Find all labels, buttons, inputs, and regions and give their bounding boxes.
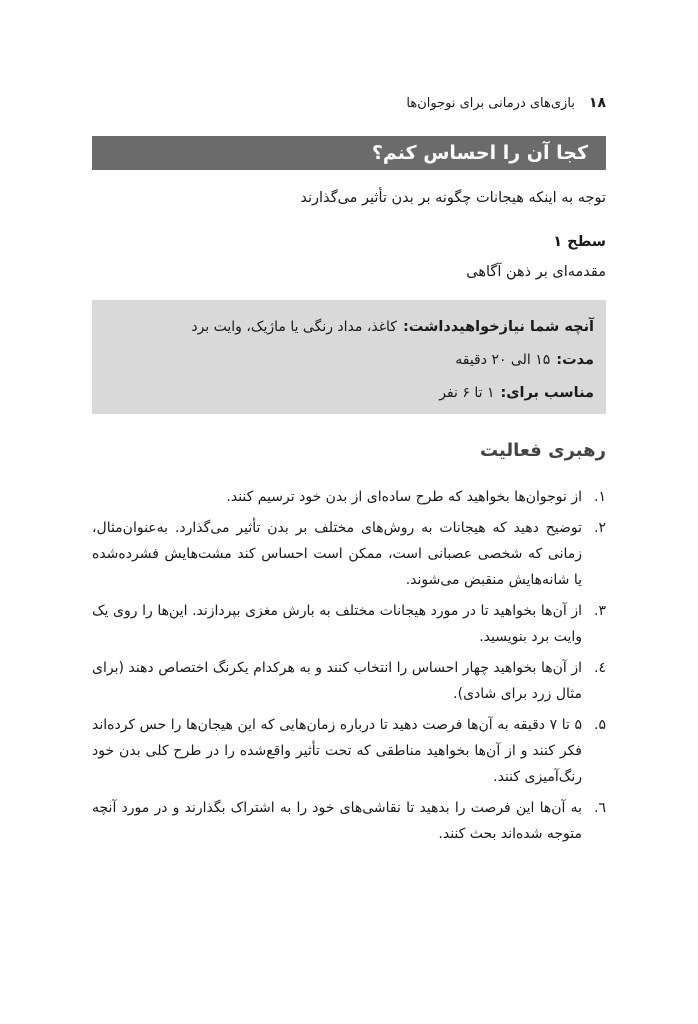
step-number: ٦. — [594, 800, 606, 816]
page-number: ۱۸ — [588, 95, 606, 111]
step-text: به آن‌ها این فرصت را بدهید تا نقاشی‌های خود را به اشتراک بگذارند و در مورد آنچه متوجه شده‌اند بحث کنند. — [92, 800, 582, 842]
book-title: بازی‌های درمانی برای نوجوان‌ها — [406, 95, 575, 111]
step-number: ٤. — [594, 660, 606, 676]
step-text: از آن‌ها بخواهید تا در مورد هیجانات مختلف به بارش مغزی بپردازند. این‌ها را روی یک وایت برد بنویسید. — [92, 603, 582, 645]
step-number: ۳. — [594, 603, 606, 619]
page-header — [92, 92, 606, 114]
step-text: توضیح دهید که هیجانات به روش‌های مختلف بر بدن تأثیر می‌گذارد. به‌عنوان‌مثال، زمانی که شخصی عصبانی است، ممکن است احساس کند مشت‌هایش فشرده‌شده یا شانه‌هایش منقبض می‌شوند. — [92, 520, 582, 588]
step-item — [92, 795, 606, 847]
step-text: از آن‌ها بخواهید چهار احساس را انتخاب کنند و به هرکدام یکرنگ اختصاص دهند (برای مثال زرد برای شادی). — [92, 660, 582, 702]
needs-label: آنچه شما نیازخواهیدداشت: — [402, 318, 594, 335]
info-row-suitable — [104, 376, 594, 409]
step-item — [92, 598, 606, 650]
step-item — [92, 655, 606, 707]
activity-title: رهبری فعالیت — [479, 440, 606, 461]
info-row-needs — [104, 310, 594, 343]
step-item — [92, 515, 606, 593]
step-item — [92, 712, 606, 790]
level-subtitle: مقدمه‌ای بر ذهن آگاهی — [466, 264, 606, 280]
needs-value: کاغذ، مداد رنگی یا ماژیک، وایت برد — [191, 318, 397, 335]
info-box — [92, 300, 606, 414]
section-title-bar — [92, 136, 606, 170]
step-item — [92, 484, 606, 510]
activity-steps — [92, 484, 606, 852]
suitable-label: مناسب برای: — [500, 384, 594, 401]
duration-value: ۱۵ الی ۲۰ دقیقه — [455, 351, 551, 368]
level-title: سطح ۱ — [553, 234, 606, 250]
info-row-duration — [104, 343, 594, 376]
step-text: ۵ تا ۷ دقیقه به آن‌ها فرصت دهید تا درباره زمان‌هایی که این هیجان‌ها را حس کرده‌اند فکر کنند و از آن‌ها بخواهید مناطقی که تحت تأثیر واقع‌شده را در طرح کلی بدن خود رنگ‌آمیزی کنند. — [92, 717, 582, 785]
duration-label: مدت: — [556, 351, 594, 368]
intro-text: توجه به اینکه هیجانات چگونه بر بدن تأثیر می‌گذارند — [300, 190, 606, 206]
step-text: از نوجوان‌ها بخواهید که طرح ساده‌ای از بدن خود ترسیم کنند. — [226, 489, 582, 505]
suitable-value: ۱ تا ۶ نفر — [439, 384, 495, 401]
step-number: ۵. — [594, 717, 606, 733]
step-number: ۱. — [594, 489, 606, 505]
section-title: کجا آن را احساس کنم؟ — [371, 142, 588, 164]
step-number: ۲. — [594, 520, 606, 536]
